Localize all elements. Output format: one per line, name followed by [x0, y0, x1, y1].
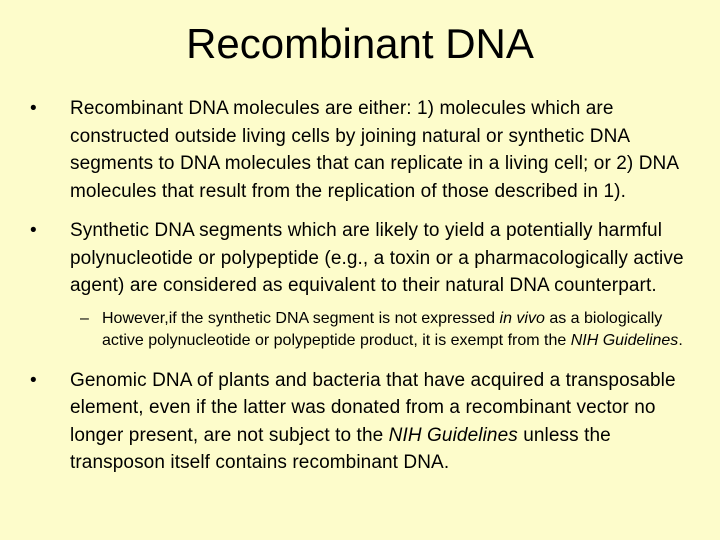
bullet-marker: • [30, 220, 37, 241]
sub-bullet-text-part2: as a biologically active polynucleotide or polypeptide product, it is exempt from the [102, 309, 663, 349]
slide-body [24, 95, 704, 489]
bullet-item [24, 367, 704, 477]
bullet-item [24, 95, 704, 205]
sub-bullet-italic-nih-guidelines: NIH Guidelines [570, 332, 679, 349]
bullet-text: Recombinant DNA molecules are either: 1) molecules which are constructed outside living cells by joining natural or synthetic DNA segments to DNA molecules that can replicate in a living cell; or 2) DNA molecules that result from the replication of those described in 1). [70, 98, 679, 202]
bullet-text: Synthetic DNA segments which are likely to yield a potentially harmful polynucleotide or polypeptide (e.g., a toxin or a pharmacologically active agent) are considered as equivalent to their natural DNA counterpart. [70, 220, 684, 296]
sub-bullet-item [24, 308, 704, 353]
bullet-marker: • [30, 98, 37, 119]
bullet-italic-nih-guidelines: NIH Guidelines [388, 424, 518, 446]
sub-bullet-italic-in-vivo: in vivo [499, 309, 545, 327]
slide-title: Recombinant DNA [186, 20, 534, 67]
bullet-marker: • [30, 369, 37, 391]
sub-bullet-text-part3: . [678, 332, 683, 349]
bullet-item [24, 217, 704, 300]
sub-bullet-text-part1: However,if the synthetic DNA segment is not expressed [102, 309, 500, 327]
bullet-text-part2: unless the transposon itself contains recombinant DNA. [70, 424, 611, 473]
bullet-text-part1: Genomic DNA of plants and bacteria that have acquired a transposable element, even if the latter was donated from a recombinant vector no longer present, are not subject to the [70, 369, 676, 446]
sub-bullet-marker: – [80, 309, 89, 327]
